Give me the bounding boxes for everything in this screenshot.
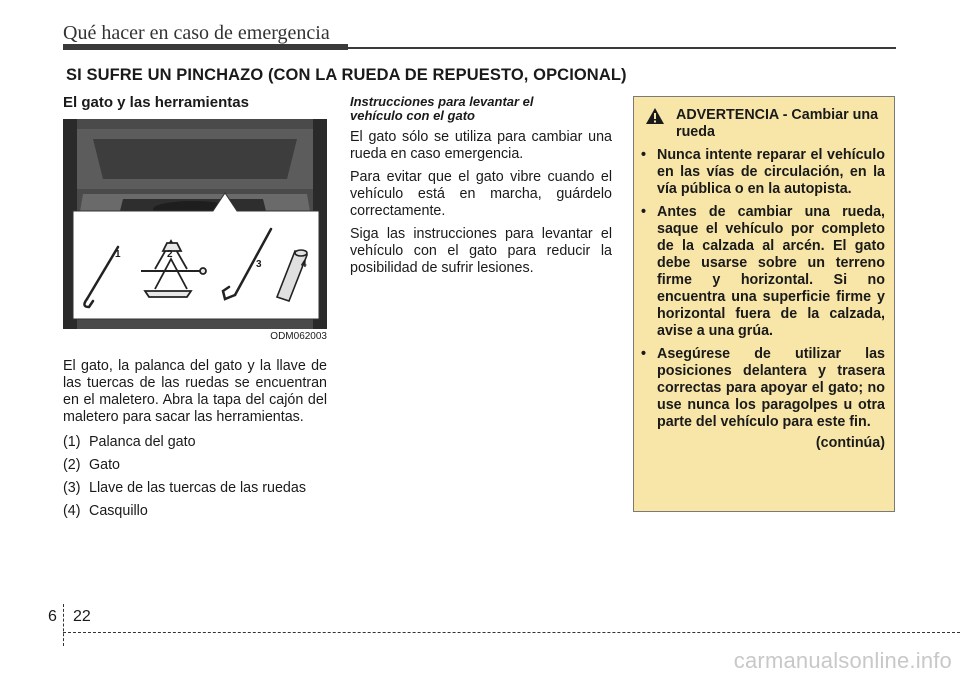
- list-number: (2): [63, 457, 81, 473]
- tools-list: [63, 434, 327, 520]
- bullet-symbol: •: [641, 346, 647, 362]
- figure-caption: ODM062003: [270, 331, 327, 342]
- bullet-symbol: •: [641, 147, 647, 163]
- section-title: SI SUFRE UN PINCHAZO (CON LA RUEDA DE REPUESTO, OPCIONAL): [66, 66, 627, 84]
- middle-column: [350, 95, 612, 283]
- trunk-tools-illustration: [63, 119, 327, 329]
- figure-label-3: 3: [256, 259, 262, 270]
- warning-bullet: [641, 346, 885, 431]
- list-number: (1): [63, 434, 81, 450]
- tools-paragraph: El gato, la palanca del gato y la llave de las tuercas de las ruedas se encuentran en el maletero. Abra la tapa del cajón del maletero para sacar las herramientas.: [63, 358, 327, 425]
- warning-header: [641, 107, 885, 141]
- footer-rule: [63, 632, 960, 633]
- figure-label-1: 1: [115, 249, 121, 260]
- page-number: 22: [73, 608, 91, 625]
- paragraph-1: El gato sólo se utiliza para cambiar una rueda en caso emergencia.: [350, 129, 612, 162]
- header-rule-thin: [348, 47, 896, 49]
- list-text: Casquillo: [89, 503, 148, 519]
- warning-bullet: [641, 204, 885, 340]
- bullet-text: Nunca intente reparar el vehículo en las vías de circulación, en la vía pública o en la autopista.: [657, 147, 885, 197]
- paragraph-3: Siga las instrucciones para levantar el vehículo con el gato para reducir la posibilidad de sufrir lesiones.: [350, 226, 612, 276]
- warning-triangle-icon: [645, 107, 665, 125]
- bullet-text: Antes de cambiar una rueda, saque el vehículo por completo de la calzada al arcén. El gato debe usarse sobre un terreno firme y horizontal. Si no encuentra una superficie firme y horizontal fuera de la calzada, avise a una grúa.: [657, 204, 885, 339]
- jack-instructions-heading: Instrucciones para levantar el vehículo con el gato: [350, 94, 534, 123]
- list-text: Gato: [89, 457, 120, 473]
- list-item: [63, 503, 327, 520]
- figure-label-2: 2: [167, 249, 173, 260]
- left-column: [63, 94, 327, 526]
- list-number: (4): [63, 503, 81, 519]
- bullet-symbol: •: [641, 204, 647, 220]
- header-rule-thick: [63, 44, 348, 50]
- warning-bullet: [641, 147, 885, 198]
- list-text: Palanca del gato: [89, 434, 196, 450]
- figure-label-4: 4: [301, 259, 307, 270]
- chapter-number: 6: [48, 608, 57, 625]
- tools-figure: [63, 119, 327, 329]
- list-item: [63, 434, 327, 451]
- page-number-separator: [63, 604, 65, 646]
- chapter-title: Qué hacer en caso de emergencia: [63, 22, 330, 44]
- list-item: [63, 480, 327, 497]
- watermark: carmanualsonline.info: [733, 648, 952, 673]
- paragraph-2: Para evitar que el gato vibre cuando el vehículo está en marcha, guárdelo correctamente.: [350, 169, 612, 219]
- warning-box: [633, 96, 895, 512]
- warning-title: ADVERTENCIA - Cambiar una rueda: [676, 107, 879, 140]
- tools-heading: El gato y las herramientas: [63, 94, 249, 111]
- list-text: Llave de las tuercas de las ruedas: [89, 480, 306, 496]
- list-number: (3): [63, 480, 81, 496]
- continued-label: (continúa): [815, 435, 885, 451]
- list-item: [63, 457, 327, 474]
- bullet-text: Asegúrese de utilizar las posiciones delantera y trasera correctas para apoyar el gato; no use nunca los paragolpes u otra parte del vehículo para este fin.: [657, 346, 885, 430]
